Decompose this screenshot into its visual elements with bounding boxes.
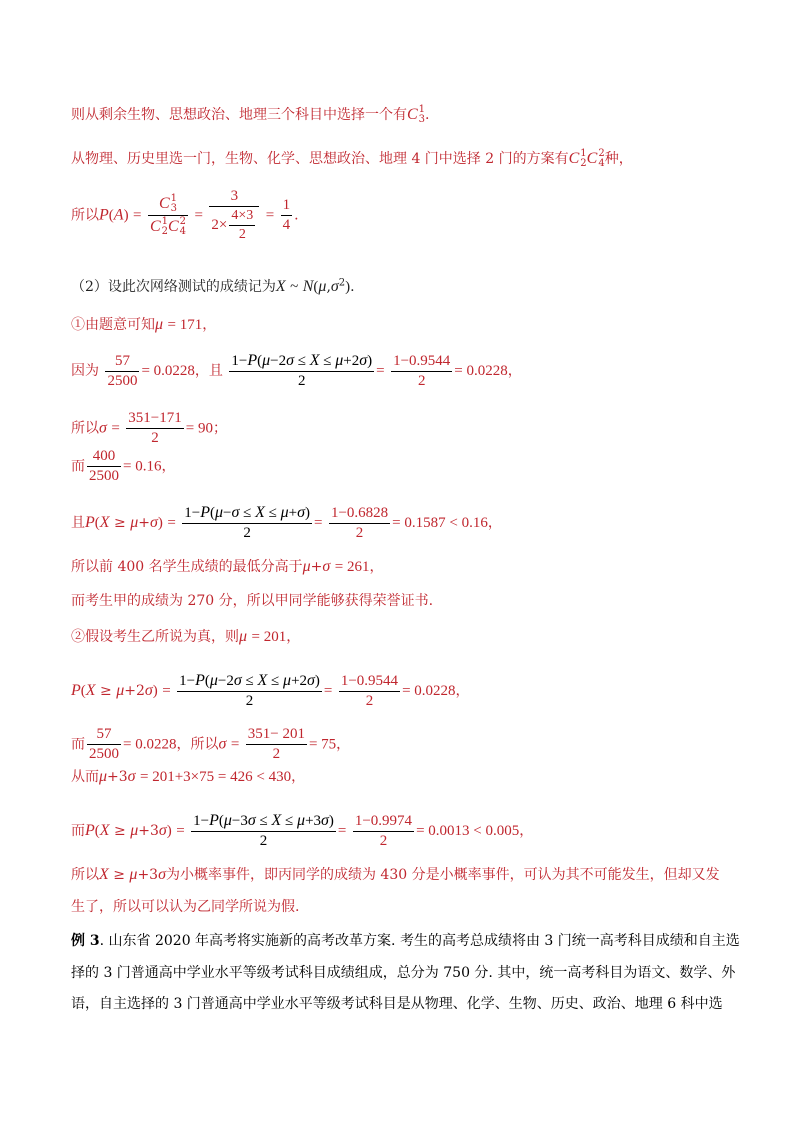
- part-2-intro: （2）设此次网络测试的成绩记为X ~ $N(\mu,\sigma^2)$.: [71, 277, 355, 295]
- mu-value-line: ①由题意可知μ = 171，: [71, 316, 217, 333]
- sigma-75-line: 而 $\frac{57}{2500}$ = 0.0228，所以σ = $\frac{351- 201}{2}$ = 75，: [71, 726, 351, 762]
- probability-sigma-line: 且P(X ≥ μ+σ) = $\frac{1-P(\mu-\sigma \le X \le \mu+\sigma)}{2}$ = $\frac{1-0.6828}{2}$ = 0.1587 < 0.16，: [71, 504, 502, 541]
- assume-student-b-line: ②假设考生乙所说为真，则μ = 201，: [71, 628, 301, 645]
- fraction-three-over-expression: 3 2× $\frac{4\times 3}{2}$: [209, 188, 259, 243]
- ratio-line: 而 $\frac{400}{2500}$ = 0.16，: [71, 448, 176, 484]
- probability-formula-line: 所以P(A) = C 1 3 C 1 2 C 2 4 = 3 2× $\frac{4\times 3}{2}$ = $\frac{1}{4}$ .: [71, 188, 299, 242]
- probability-3sigma-line: 而P(X ≥ μ+3σ) = $\frac{1-P(\mu-3\sigma \le X \le \mu+3\sigma)}{2}$ = $\frac{1-0.9974}{2}$ = 0.0013 < 0.005，: [71, 812, 534, 849]
- answer-line-1: 则从剩余生物、思想政治、地理三个科目中选择一个有C 1 3 .: [71, 104, 430, 125]
- example-3-line-1: 例 3. 山东省 2020 年高考将实施新的高考改革方案. 考生的高考总成绩将由 3 门统一高考科目成绩和自主选: [71, 933, 740, 949]
- because-line: 因为 $\frac{57}{2500}$ = 0.0228，且 $\frac{1-P(\mu-2\sigma \le X \le \mu+2\sigma)}{2}$ = $\frac{1-0.9544}{2}$ = 0.0228，: [71, 352, 522, 389]
- sigma-line: 所以σ = $\frac{351-171}{2}$ = 90；: [71, 410, 227, 446]
- mu-3sigma-line: 从而μ+3σ = 201+3×75 = 426 < 430，: [71, 768, 306, 785]
- student-a-conclusion: 而考生甲的成绩为 270 分，所以甲同学能够获得荣誉证书.: [71, 593, 434, 609]
- fraction-c31-over-c21c42: C 1 3 C 1 2 C 2 4: [149, 193, 187, 237]
- answer-line-2: 从物理、历史里选一门，生物、化学、思想政治、地理 4 门中选择 2 门的方案有C 1 2 C 2 4 种，: [71, 148, 633, 169]
- probability-2sigma-line: P(X ≥ μ+2σ) = $\frac{1-P(\mu-2\sigma \le X \le \mu+2\sigma)}{2}$ = $\frac{1-0.9544}{2}$ = 0.0228，: [71, 672, 470, 709]
- example-3-line-2: 择的 3 门普通高中学业水平等级考试科目成绩组成，总分为 750 分. 其中，统一高考科目为语文、数学、外: [71, 965, 736, 981]
- example-3-line-3: 语，自主选择的 3 门普通高中学业水平等级考试科目是从物理、化学、生物、历史、政治、地理 6 科中选: [71, 996, 723, 1012]
- conclusion-line-1: 所以X ≥ μ+3σ为小概率事件，即丙同学的成绩为 430 分是小概率事件，可认为其不可能发生，但却又发: [71, 866, 720, 883]
- lowest-score-line: 所以前 400 名学生成绩的最低分高于μ+σ = 261，: [71, 558, 384, 575]
- conclusion-line-2: 生了，所以可以认为乙同学所说为假.: [71, 899, 300, 915]
- example-label: 例 3: [71, 933, 100, 949]
- fraction-one-quarter: $\frac{1}{4}$: [282, 197, 291, 233]
